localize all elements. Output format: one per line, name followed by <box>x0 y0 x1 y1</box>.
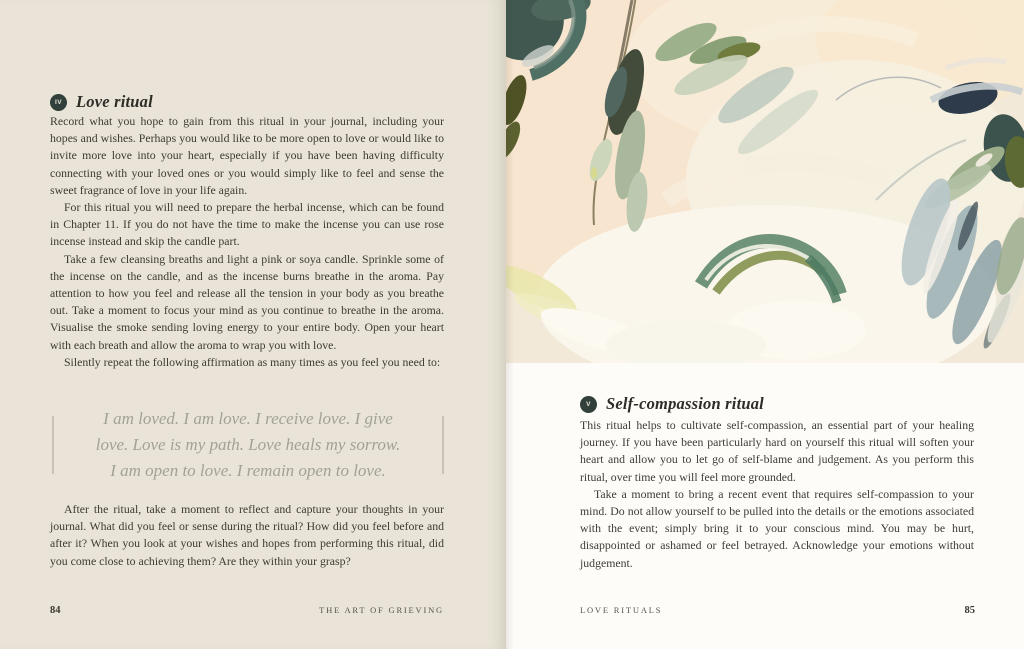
affirmation-line: I am loved. I am love. I receive love. I give <box>103 409 393 428</box>
left-heading-title: Love ritual <box>76 92 153 111</box>
left-running-title: THE ART OF GRIEVING <box>319 605 444 615</box>
right-running-title: LOVE RITUALS <box>580 605 663 615</box>
left-page <box>0 0 506 649</box>
paragraph: Record what you hope to gain from this ritual in your journal, including your hopes and wishes. Perhaps you would like to be more open to love or would like to invite more love into your heart, especially if you have been having difficulty connecting with your loved ones or you would simply like to feel and sense the sweet fragrance of love in your life again. <box>50 114 444 197</box>
paragraph: Take a few cleansing breaths and light a pink or soya candle. Sprinkle some of the incense on the candle, and as the incense burns breathe in the aroma. Pay attention to how you feel and release all the tension in your body as you breathe out. Take a moment to focus your mind as you continue to breathe in the aroma. Visualise the smoke sending loving energy to your entire body. Open your heart with each breath and allow the aroma to wrap you with love. <box>50 251 444 352</box>
left-page-number: 84 <box>50 605 61 616</box>
quote-right-rule <box>442 416 444 474</box>
right-page-footer <box>580 605 975 616</box>
paragraph: After the ritual, take a moment to reflect and capture your thoughts in your journal. What did you feel or sense during the ritual? How did you feel before and after it? When you look at your wishes and hopes from performing this ritual, did you come close to achieving them? Are they within your grasp? <box>50 502 444 568</box>
affirmation-line: I am open to love. I remain open to love. <box>110 461 386 480</box>
affirmation-quote-block <box>52 403 444 487</box>
right-heading-title: Self-compassion ritual <box>606 394 764 413</box>
section-number-badge-v: V <box>580 396 597 413</box>
left-closing-text <box>50 501 444 570</box>
left-body-text <box>50 113 444 371</box>
affirmation-text <box>54 406 442 484</box>
right-page-number: 85 <box>964 605 975 616</box>
right-page <box>506 0 1024 649</box>
abstract-painting-image <box>506 0 1024 363</box>
section-number-badge-iv: IV <box>50 94 67 111</box>
paragraph: This ritual helps to cultivate self-compassion, an essential part of your healing journey. If you have been particularly hard on yourself this ritual will soften your heart and allow you to let go of self-blame and judgement. As you perform this ritual, over time you will feel more grounded. <box>580 418 974 484</box>
paragraph: For this ritual you will need to prepare the herbal incense, which can be found in Chapter 11. If you do not have the time to make the incense you can use rose incense instead and skip the candle part. <box>50 200 444 249</box>
affirmation-line: love. Love is my path. Love heals my sorrow. <box>95 435 401 454</box>
left-section-heading <box>50 92 153 112</box>
left-page-footer <box>50 605 444 616</box>
right-body-text <box>580 417 974 572</box>
paragraph: Silently repeat the following affirmation as many times as you feel you need to: <box>64 354 441 369</box>
right-section-heading <box>580 394 764 414</box>
paragraph: Take a moment to bring a recent event that requires self-compassion to your mind. Do not allow yourself to be pulled into the details or the emotions associated with the event; simply bring it to your conscious mind. You may be hurt, disappointed or ashamed or feel betrayed. Acknowledge your emotions without judgement. <box>580 486 974 570</box>
